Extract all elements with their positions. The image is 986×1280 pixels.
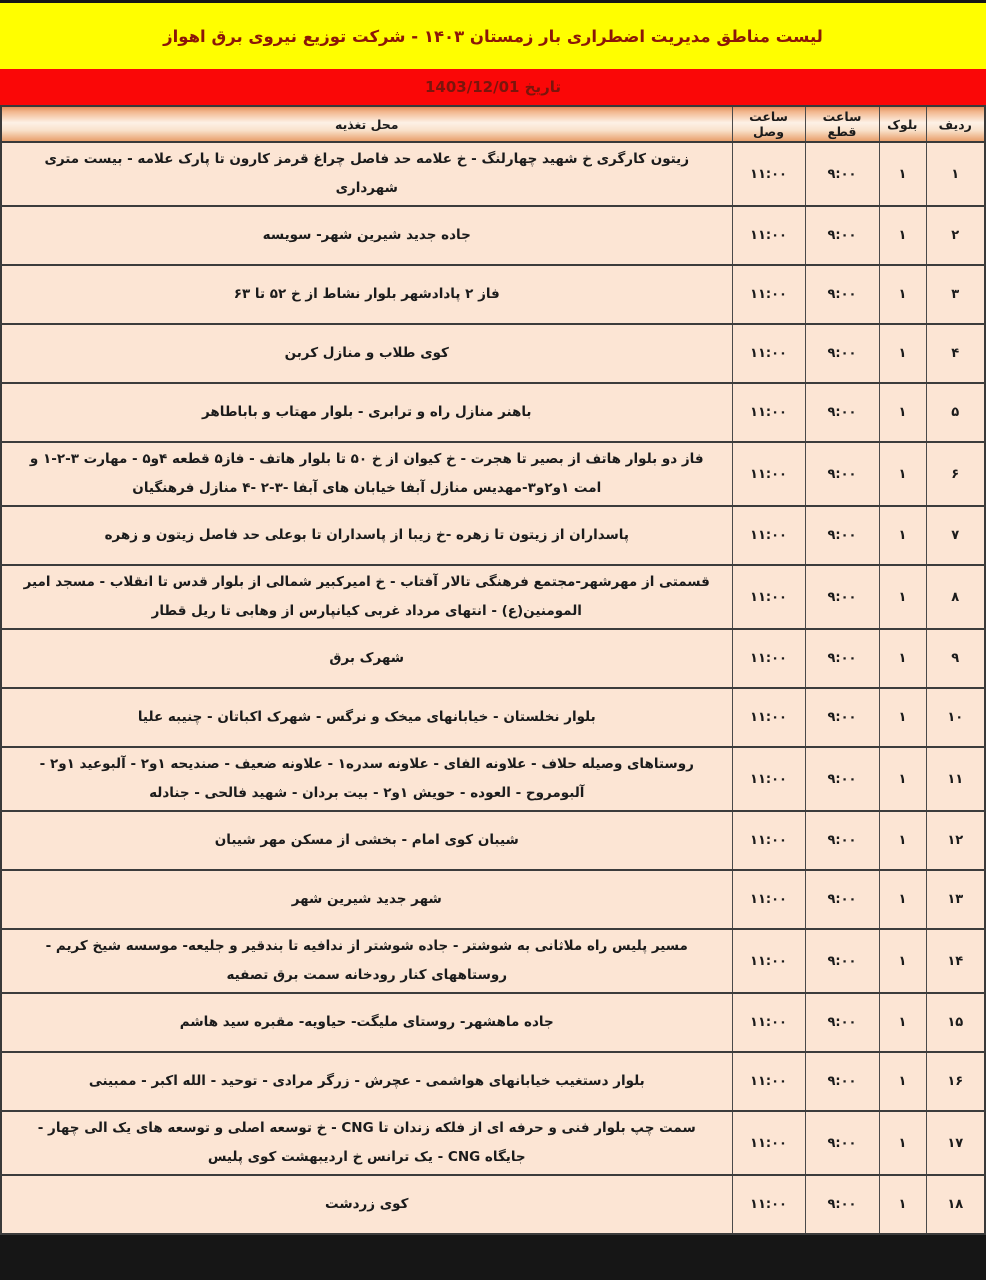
header-cut-time: ساعت قطع [805,106,879,142]
cut-time-cell: ۹:۰۰ [805,506,879,565]
table-row [1,811,985,870]
block-cell: ۱ [879,565,926,629]
location-cell: جاده جدید شیرین شهر- سویسه [1,206,732,265]
table-row [1,142,985,206]
location-cell: بلوار نخلستان - خیابانهای میخک و نرگس - شهرک اکباتان - چنیبه علیا [1,688,732,747]
cut-time-cell: ۹:۰۰ [805,1111,879,1175]
reconnect-time-cell: ۱۱:۰۰ [732,506,805,565]
table-row [1,993,985,1052]
reconnect-time-cell: ۱۱:۰۰ [732,383,805,442]
reconnect-time-cell: ۱۱:۰۰ [732,747,805,811]
table-row [1,265,985,324]
location-cell: سمت چپ بلوار فنی و حرفه ای از فلکه زندان تا CNG - خ توسعه اصلی و توسعه های یک الی چهار - جایگاه CNG - یک ترانس خ اردیبهشت کوی پلیس [1,1111,732,1175]
table-row [1,1052,985,1111]
table-row [1,1175,985,1234]
location-cell: باهنر منازل راه و ترابری - بلوار مهتاب و باباطاهر [1,383,732,442]
location-cell: جاده ماهشهر- روستای ملیگت- حیاویه- مقبره سید هاشم [1,993,732,1052]
block-cell: ۱ [879,1052,926,1111]
reconnect-time-cell: ۱۱:۰۰ [732,324,805,383]
reconnect-time-cell: ۱۱:۰۰ [732,1052,805,1111]
reconnect-time-cell: ۱۱:۰۰ [732,565,805,629]
page-title: لیست مناطق مدیریت اضطراری بار زمستان ۱۴۰۳ - شرکت توزیع نیروی برق اهواز [163,26,823,46]
row-number-cell: ۱۱ [926,747,985,811]
reconnect-time-cell: ۱۱:۰۰ [732,929,805,993]
block-cell: ۱ [879,811,926,870]
block-cell: ۱ [879,688,926,747]
cut-time-cell: ۹:۰۰ [805,993,879,1052]
block-cell: ۱ [879,506,926,565]
title-banner [0,3,986,69]
cut-time-cell: ۹:۰۰ [805,1052,879,1111]
cut-time-cell: ۹:۰۰ [805,688,879,747]
block-cell: ۱ [879,870,926,929]
header-row-number: ردیف [926,106,985,142]
block-cell: ۱ [879,629,926,688]
row-number-cell: ۵ [926,383,985,442]
reconnect-time-cell: ۱۱:۰۰ [732,442,805,506]
cut-time-cell: ۹:۰۰ [805,565,879,629]
row-number-cell: ۹ [926,629,985,688]
location-cell: زیتون کارگری خ شهید چهارلنگ - خ علامه حد فاصل چراغ قرمز کارون تا پارک علامه - بیست متری شهرداری [1,142,732,206]
table-row [1,870,985,929]
table-row [1,506,985,565]
date-banner [0,69,986,105]
block-cell: ۱ [879,993,926,1052]
table-row [1,324,985,383]
cut-time-cell: ۹:۰۰ [805,747,879,811]
row-number-cell: ۱۲ [926,811,985,870]
table-row [1,929,985,993]
block-cell: ۱ [879,142,926,206]
table-row [1,383,985,442]
reconnect-time-cell: ۱۱:۰۰ [732,811,805,870]
block-cell: ۱ [879,206,926,265]
reconnect-time-cell: ۱۱:۰۰ [732,688,805,747]
location-cell: کوی زردشت [1,1175,732,1234]
row-number-cell: ۱۰ [926,688,985,747]
row-number-cell: ۱۵ [926,993,985,1052]
location-cell: شهر جدید شیرین شهر [1,870,732,929]
reconnect-time-cell: ۱۱:۰۰ [732,1175,805,1234]
block-cell: ۱ [879,1175,926,1234]
location-cell: شهرک برق [1,629,732,688]
reconnect-time-cell: ۱۱:۰۰ [732,1111,805,1175]
table-row [1,688,985,747]
location-cell: بلوار دستغیب خیابانهای هواشمی - عچرش - زرگر مرادی - توحید - الله اکبر - ممبینی [1,1052,732,1111]
row-number-cell: ۲ [926,206,985,265]
table-row [1,629,985,688]
row-number-cell: ۷ [926,506,985,565]
row-number-cell: ۱ [926,142,985,206]
cut-time-cell: ۹:۰۰ [805,629,879,688]
cut-time-cell: ۹:۰۰ [805,142,879,206]
reconnect-time-cell: ۱۱:۰۰ [732,629,805,688]
reconnect-time-cell: ۱۱:۰۰ [732,870,805,929]
location-cell: فاز دو بلوار هاتف از بصیر تا هجرت - خ کیوان از خ ۵۰ تا بلوار هاتف - فاز۵ قطعه ۴و۵ - مهارت ۳-۲-۱ و امت ۱و۲و۳-مهدیس منازل آبفا خیابان های آبفا -۳-۲ -۴ منازل فرهنگیان [1,442,732,506]
cut-time-cell: ۹:۰۰ [805,324,879,383]
cut-time-cell: ۹:۰۰ [805,1175,879,1234]
header-location: محل تغذیه [1,106,732,142]
location-cell: پاسداران از زیتون تا زهره -خ زیبا از پاسداران تا بوعلی حد فاصل زیتون و زهره [1,506,732,565]
block-cell: ۱ [879,324,926,383]
cut-time-cell: ۹:۰۰ [805,929,879,993]
reconnect-time-cell: ۱۱:۰۰ [732,206,805,265]
cut-time-cell: ۹:۰۰ [805,811,879,870]
row-number-cell: ۸ [926,565,985,629]
schedule-table [0,105,986,1235]
cut-time-cell: ۹:۰۰ [805,206,879,265]
table-row [1,206,985,265]
reconnect-time-cell: ۱۱:۰۰ [732,993,805,1052]
table-row [1,1111,985,1175]
schedule-table-body [1,142,985,1234]
block-cell: ۱ [879,265,926,324]
cut-time-cell: ۹:۰۰ [805,442,879,506]
row-number-cell: ۱۳ [926,870,985,929]
row-number-cell: ۱۸ [926,1175,985,1234]
location-cell: کوی طلاب و منازل کربن [1,324,732,383]
row-number-cell: ۱۴ [926,929,985,993]
row-number-cell: ۱۶ [926,1052,985,1111]
location-cell: مسیر پلیس راه ملاثانی به شوشتر - جاده شوشتر از ندافیه تا بندقیر و جلیعه- موسسه شیخ کریم - روستاههای کنار رودخانه سمت برق تصفیه [1,929,732,993]
row-number-cell: ۳ [926,265,985,324]
row-number-cell: ۶ [926,442,985,506]
row-number-cell: ۱۷ [926,1111,985,1175]
location-cell: فاز ۲ پادادشهر بلوار نشاط از خ ۵۲ تا ۶۳ [1,265,732,324]
header-block: بلوک [879,106,926,142]
header-row [1,106,985,142]
date-label: تاریخ 1403/12/01 [424,78,562,96]
location-cell: روستاهای وصیله حلاف - علاونه الفای - علاونه سدره۱ - علاونه ضعیف - صندیحه ۱و۲ - آلبوعید ۱و۲ - آلبومروح - العوده - حویش ۱و۲ - بیت بردان - شهید فالحی - جنادله [1,747,732,811]
table-row [1,747,985,811]
block-cell: ۱ [879,929,926,993]
table-row [1,442,985,506]
location-cell: قسمتی از مهرشهر-مجتمع فرهنگی تالار آفتاب - خ امیرکبیر شمالی از بلوار قدس تا انقلاب - مسجد امیر المومنین(ع) - انتهای مرداد غربی کیانپارس از وهابی تا ریل قطار [1,565,732,629]
table-row [1,565,985,629]
schedule-table-header [1,106,985,142]
location-cell: شیبان کوی امام - بخشی از مسکن مهر شیبان [1,811,732,870]
reconnect-time-cell: ۱۱:۰۰ [732,265,805,324]
header-reconnect-time: ساعت وصل [732,106,805,142]
row-number-cell: ۴ [926,324,985,383]
cut-time-cell: ۹:۰۰ [805,265,879,324]
cut-time-cell: ۹:۰۰ [805,870,879,929]
block-cell: ۱ [879,1111,926,1175]
block-cell: ۱ [879,442,926,506]
reconnect-time-cell: ۱۱:۰۰ [732,142,805,206]
block-cell: ۱ [879,383,926,442]
block-cell: ۱ [879,747,926,811]
cut-time-cell: ۹:۰۰ [805,383,879,442]
